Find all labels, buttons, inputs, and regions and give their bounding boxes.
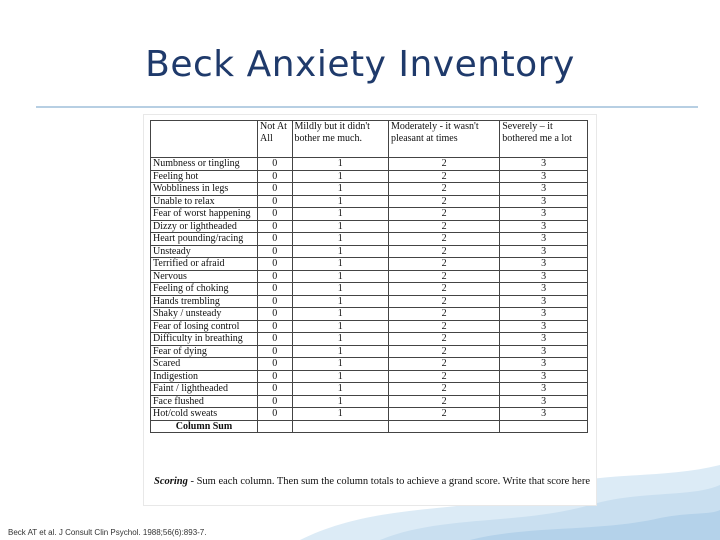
score-moderately: 2	[388, 233, 499, 246]
score-moderately: 2	[388, 395, 499, 408]
score-moderately: 2	[388, 158, 499, 171]
score-mildly: 1	[292, 408, 388, 421]
table-row	[151, 333, 588, 346]
score-moderately: 2	[388, 183, 499, 196]
symptom-label: Indigestion	[151, 370, 258, 383]
symptom-label: Difficulty in breathing	[151, 333, 258, 346]
score-moderately: 2	[388, 220, 499, 233]
score-mildly: 1	[292, 395, 388, 408]
score-moderately: 2	[388, 333, 499, 346]
score-moderately: 2	[388, 295, 499, 308]
score-mildly: 1	[292, 208, 388, 221]
score-not-at-all: 0	[258, 345, 293, 358]
sum-cell-not-at-all	[258, 420, 293, 433]
score-not-at-all: 0	[258, 333, 293, 346]
score-severely: 3	[500, 170, 588, 183]
score-mildly: 1	[292, 170, 388, 183]
symptom-label: Face flushed	[151, 395, 258, 408]
score-not-at-all: 0	[258, 270, 293, 283]
score-mildly: 1	[292, 308, 388, 321]
symptom-label: Terrified or afraid	[151, 258, 258, 271]
score-severely: 3	[500, 308, 588, 321]
score-not-at-all: 0	[258, 245, 293, 258]
score-not-at-all: 0	[258, 158, 293, 171]
score-not-at-all: 0	[258, 308, 293, 321]
score-mildly: 1	[292, 195, 388, 208]
sum-cell-moderately	[388, 420, 499, 433]
column-sum-row	[151, 420, 588, 433]
score-moderately: 2	[388, 370, 499, 383]
symptom-label: Wobbliness in legs	[151, 183, 258, 196]
scanned-document	[144, 115, 596, 505]
citation: Beck AT et al. J Consult Clin Psychol. 1988;56(6):893-7.	[8, 528, 207, 537]
score-mildly: 1	[292, 345, 388, 358]
score-severely: 3	[500, 195, 588, 208]
table-row	[151, 308, 588, 321]
score-mildly: 1	[292, 245, 388, 258]
score-not-at-all: 0	[258, 233, 293, 246]
symptom-label: Heart pounding/racing	[151, 233, 258, 246]
score-not-at-all: 0	[258, 208, 293, 221]
table-row	[151, 258, 588, 271]
sum-cell-mildly	[292, 420, 388, 433]
score-moderately: 2	[388, 258, 499, 271]
symptom-label: Shaky / unsteady	[151, 308, 258, 321]
score-severely: 3	[500, 295, 588, 308]
table-row	[151, 283, 588, 296]
score-severely: 3	[500, 395, 588, 408]
score-severely: 3	[500, 208, 588, 221]
scoring-text: - Sum each column. Then sum the column totals to achieve a grand score. Write that score here	[187, 476, 590, 487]
score-moderately: 2	[388, 245, 499, 258]
score-not-at-all: 0	[258, 395, 293, 408]
score-moderately: 2	[388, 195, 499, 208]
score-moderately: 2	[388, 170, 499, 183]
score-severely: 3	[500, 408, 588, 421]
symptom-label: Feeling of choking	[151, 283, 258, 296]
symptom-label: Nervous	[151, 270, 258, 283]
score-mildly: 1	[292, 233, 388, 246]
score-not-at-all: 0	[258, 358, 293, 371]
score-moderately: 2	[388, 208, 499, 221]
score-severely: 3	[500, 370, 588, 383]
score-not-at-all: 0	[258, 320, 293, 333]
score-moderately: 2	[388, 358, 499, 371]
symptom-label: Unable to relax	[151, 195, 258, 208]
table-row	[151, 245, 588, 258]
score-mildly: 1	[292, 383, 388, 396]
table-row	[151, 395, 588, 408]
score-severely: 3	[500, 333, 588, 346]
score-mildly: 1	[292, 158, 388, 171]
column-sum-label: Column Sum	[151, 420, 258, 433]
header-moderately: Moderately - it wasn't pleasant at times	[388, 121, 499, 158]
score-mildly: 1	[292, 370, 388, 383]
score-not-at-all: 0	[258, 283, 293, 296]
scoring-instructions	[154, 475, 590, 488]
table-row	[151, 320, 588, 333]
table-row	[151, 345, 588, 358]
title-divider	[36, 106, 698, 108]
bai-table	[150, 120, 588, 433]
score-severely: 3	[500, 233, 588, 246]
score-severely: 3	[500, 270, 588, 283]
score-severely: 3	[500, 245, 588, 258]
score-not-at-all: 0	[258, 370, 293, 383]
score-not-at-all: 0	[258, 408, 293, 421]
table-row	[151, 295, 588, 308]
score-not-at-all: 0	[258, 383, 293, 396]
sum-cell-severely	[500, 420, 588, 433]
score-severely: 3	[500, 283, 588, 296]
score-severely: 3	[500, 320, 588, 333]
symptom-label: Scared	[151, 358, 258, 371]
score-moderately: 2	[388, 408, 499, 421]
table-row	[151, 158, 588, 171]
table-row	[151, 233, 588, 246]
score-mildly: 1	[292, 183, 388, 196]
score-severely: 3	[500, 158, 588, 171]
header-not-at-all: Not At All	[258, 121, 293, 158]
symptom-label: Numbness or tingling	[151, 158, 258, 171]
slide-title: Beck Anxiety Inventory	[145, 44, 575, 85]
header-mildly: Mildly but it didn't bother me much.	[292, 121, 388, 158]
score-severely: 3	[500, 358, 588, 371]
score-severely: 3	[500, 220, 588, 233]
score-not-at-all: 0	[258, 295, 293, 308]
symptom-label: Fear of losing control	[151, 320, 258, 333]
score-mildly: 1	[292, 283, 388, 296]
score-mildly: 1	[292, 333, 388, 346]
score-mildly: 1	[292, 320, 388, 333]
symptom-label: Dizzy or lightheaded	[151, 220, 258, 233]
table-row	[151, 270, 588, 283]
score-moderately: 2	[388, 345, 499, 358]
table-row	[151, 208, 588, 221]
symptom-label: Hot/cold sweats	[151, 408, 258, 421]
header-blank	[151, 121, 258, 158]
score-not-at-all: 0	[258, 195, 293, 208]
table-row	[151, 170, 588, 183]
symptom-label: Faint / lightheaded	[151, 383, 258, 396]
score-mildly: 1	[292, 220, 388, 233]
score-mildly: 1	[292, 358, 388, 371]
score-mildly: 1	[292, 258, 388, 271]
symptom-label: Fear of dying	[151, 345, 258, 358]
score-moderately: 2	[388, 270, 499, 283]
table-row	[151, 370, 588, 383]
symptom-label: Fear of worst happening	[151, 208, 258, 221]
symptom-label: Unsteady	[151, 245, 258, 258]
header-severely: Severely – it bothered me a lot	[500, 121, 588, 158]
table-row	[151, 220, 588, 233]
score-moderately: 2	[388, 308, 499, 321]
table-row	[151, 358, 588, 371]
score-mildly: 1	[292, 270, 388, 283]
score-moderately: 2	[388, 283, 499, 296]
table-row	[151, 383, 588, 396]
score-mildly: 1	[292, 295, 388, 308]
table-header-row	[151, 121, 588, 158]
score-moderately: 2	[388, 320, 499, 333]
score-severely: 3	[500, 183, 588, 196]
score-severely: 3	[500, 258, 588, 271]
score-not-at-all: 0	[258, 170, 293, 183]
score-not-at-all: 0	[258, 258, 293, 271]
score-severely: 3	[500, 383, 588, 396]
score-moderately: 2	[388, 383, 499, 396]
table-row	[151, 195, 588, 208]
score-severely: 3	[500, 345, 588, 358]
symptom-label: Hands trembling	[151, 295, 258, 308]
score-not-at-all: 0	[258, 183, 293, 196]
table-row	[151, 408, 588, 421]
scoring-label: Scoring	[154, 476, 188, 487]
table-row	[151, 183, 588, 196]
score-not-at-all: 0	[258, 220, 293, 233]
symptom-label: Feeling hot	[151, 170, 258, 183]
